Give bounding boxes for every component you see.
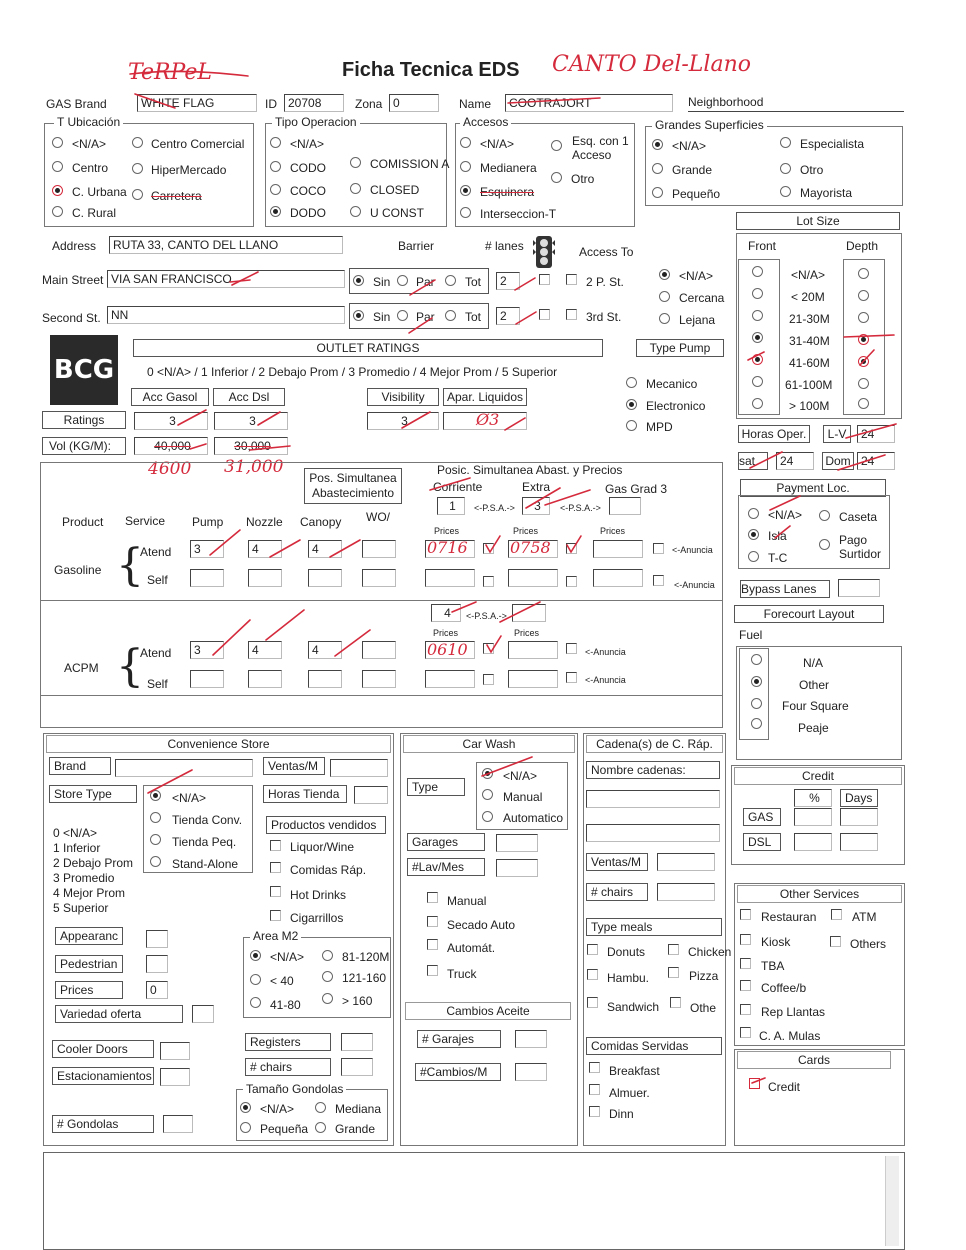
meal-sandwich-label: Sandwich: [607, 1000, 660, 1014]
cambios-aceite-header: Cambios Aceite: [405, 1002, 571, 1020]
prices-field[interactable]: 0: [146, 981, 168, 999]
second-street-field[interactable]: NN: [107, 306, 345, 324]
store-ventas-label: Ventas/M: [263, 757, 325, 775]
registers-label: Registers: [245, 1033, 331, 1051]
pump-mpd-label: MPD: [646, 420, 673, 434]
gas-grad3-label: Gas Grad 3: [605, 482, 668, 496]
ubicacion-carretera-label: Carretera: [151, 189, 202, 203]
pos-extra-field[interactable]: 3: [522, 497, 550, 515]
tamano-na-label: <N/A>: [260, 1102, 295, 1116]
store-scale-1: 1 Inferior: [53, 841, 101, 855]
gasoline-atend-label: Atend: [140, 545, 172, 559]
operacion-coco-label: COCO: [290, 184, 326, 198]
store-type-na-label: <N/A>: [172, 791, 207, 805]
prod-liquor-label: Liquor/Wine: [290, 840, 355, 854]
handwritten-price-extra: 0758: [510, 538, 551, 557]
pump-label: Pump: [192, 515, 224, 529]
garages-label: Garages: [407, 833, 485, 851]
service-coffee-label: Coffee/b: [761, 981, 807, 995]
meal-donuts-label: Donuts: [607, 945, 646, 959]
gasoline-label: Gasoline: [54, 563, 102, 577]
carwash-auto-label: Automatico: [503, 811, 564, 825]
grandes-especialista-label: Especialista: [800, 137, 865, 151]
accesos-esq1-label: Esq. con 1 Acceso: [572, 134, 629, 162]
cards-credit-label: Credit: [768, 1080, 801, 1094]
payment-isla-label: Isla: [768, 529, 787, 543]
psa-label-1: <-P.S.A.->: [474, 503, 515, 513]
ubicacion-na-label: <N/A>: [72, 137, 107, 151]
appearance-label: Appearanc: [55, 927, 123, 945]
store-header: Convenience Store: [46, 735, 391, 753]
grandes-title: Grandes Superficies: [652, 119, 767, 132]
carwash-header: Car Wash: [403, 735, 575, 753]
store-scale-0: 0 <N/A>: [53, 826, 98, 840]
services-header: Other Services: [737, 885, 902, 903]
acc-gasol-label: Acc Gasol: [131, 388, 209, 406]
operacion-comission-label: COMISSION A: [370, 157, 450, 171]
name-label: Name: [459, 97, 492, 111]
tamano-pequena-label: Pequeña: [260, 1122, 309, 1136]
psa-label-3: <-P.S.A.->: [466, 611, 507, 621]
credit-pct-label: %: [794, 789, 832, 807]
pedestrian-label: Pedestrian: [55, 955, 123, 973]
depth-label: Depth: [846, 239, 879, 253]
wash-automat-label: Automát.: [447, 941, 496, 955]
prod-comidas-label: Comidas Ráp.: [290, 863, 367, 877]
lot-na-label: <N/A>: [791, 268, 826, 282]
main-street-label: Main Street: [42, 273, 104, 287]
address-label: Address: [52, 239, 97, 253]
cadena-header: Cadena(s) de C. Ráp.: [586, 735, 723, 753]
lot-30-label: 21-30M: [789, 312, 830, 326]
acpm-brace: {: [116, 641, 144, 692]
productos-vendidos-label: Productos vendidos: [266, 816, 386, 834]
gasoline-atend-nozzle[interactable]: 4: [248, 540, 282, 558]
handwritten-brand: TeRPeL: [128, 60, 212, 85]
store-scale-4: 4 Mejor Prom: [53, 886, 126, 900]
credit-days-label: Days: [840, 789, 878, 807]
prod-cigarrillos-label: Cigarrillos: [290, 911, 344, 925]
id-field[interactable]: 20708: [284, 94, 344, 112]
lot-over-label: > 100M: [789, 399, 830, 413]
lot-40-label: 31-40M: [789, 334, 830, 348]
store-type-alone-label: Stand-Alone: [172, 857, 239, 871]
area-over-label: > 160: [342, 994, 373, 1008]
access-lejana-label: Lejana: [679, 313, 716, 327]
service-kiosk-label: Kiosk: [761, 935, 791, 949]
handwritten-vol-gasol: 4600: [148, 459, 192, 479]
service-restauran-label: Restauran: [761, 910, 817, 924]
rating-acc-dsl-field[interactable]: 3: [214, 412, 288, 430]
gas-brand-field[interactable]: WHITE FLAG: [137, 94, 257, 112]
pos-simultanea-label: Pos. Simultanea Abastecimiento: [304, 468, 402, 504]
prices-label-4: Prices: [433, 628, 459, 638]
main-tot-label: Tot: [465, 275, 482, 289]
store-scale-3: 3 Promedio: [53, 871, 115, 885]
neighborhood-label: Neighborhood: [688, 95, 764, 109]
handwritten-site: CANTO Del-Llano: [552, 52, 751, 77]
acpm-label: ACPM: [64, 661, 99, 675]
area-160-label: 121-160: [342, 971, 387, 985]
estac-label: Estacionamientos: [52, 1067, 154, 1085]
apar-liquidos-label: Apar. Liquidos: [443, 388, 527, 406]
gasoline-brace: {: [116, 540, 144, 591]
credit-header: Credit: [734, 767, 902, 785]
grandes-otro-label: Otro: [800, 163, 824, 177]
meal-pizza-label: Pizza: [689, 969, 719, 983]
area-title: Area M2: [250, 930, 301, 943]
acpm-atend-pump[interactable]: 3: [190, 641, 224, 659]
second-par-label: Par: [416, 310, 435, 324]
lot-60-label: 41-60M: [789, 356, 830, 370]
ubicacion-centro-label: Centro: [72, 161, 109, 175]
outlet-ratings-header: OUTLET RATINGS: [133, 339, 603, 357]
vol-gasol-field[interactable]: 40,000: [134, 437, 208, 455]
corriente-label: Corriente: [433, 480, 483, 494]
accesos-interseccion-label: Interseccion-T: [480, 207, 557, 221]
main-lanes-field[interactable]: 2: [496, 272, 520, 290]
ubicacion-cc-label: Centro Comercial: [151, 137, 245, 151]
payment-header: Payment Loc.: [740, 479, 886, 497]
cooler-label: Cooler Doors: [52, 1040, 154, 1058]
lot-20-label: < 20M: [791, 290, 825, 304]
grandes-mayorista-label: Mayorista: [800, 186, 853, 200]
product-label: Product: [62, 515, 104, 529]
acpm-atend-canopy[interactable]: 4: [308, 641, 342, 659]
wash-truck-label: Truck: [447, 967, 477, 981]
accesos-title: Accesos: [460, 116, 511, 129]
acpm-anuncia-label-2: <-Anuncia: [585, 675, 626, 685]
tamano-grande-label: Grande: [335, 1122, 376, 1136]
handwritten-vol-dsl: 31,000: [224, 457, 284, 477]
prices-label-5: Prices: [514, 628, 540, 638]
service-llantas-label: Rep Llantas: [761, 1005, 826, 1019]
id-label: ID: [265, 97, 277, 111]
bcg-logo: BCG: [50, 335, 118, 405]
lv-label: L-V: [823, 425, 851, 443]
meal-hambu-label: Hambu.: [607, 971, 650, 985]
gasoline-atend-canopy[interactable]: 4: [308, 540, 342, 558]
gas-brand-label: GAS Brand: [46, 97, 107, 111]
gondolas-label: # Gondolas: [52, 1115, 154, 1133]
acpm-atend-label: Atend: [140, 646, 172, 660]
store-brand-label: Brand: [49, 757, 111, 775]
accesos-medianera-label: Medianera: [480, 161, 537, 175]
cambios-m-label: #Cambios/M: [415, 1063, 501, 1081]
store-type-peq-label: Tienda Peq.: [172, 835, 237, 849]
pump-mecanico-label: Mecanico: [646, 377, 698, 391]
vol-label: Vol (KG/M):: [42, 437, 126, 455]
main-par-label: Par: [416, 275, 435, 289]
payment-caseta-label: Caseta: [839, 510, 878, 524]
forecourt-header: Forecourt Layout: [734, 605, 884, 623]
handwritten-price-corriente: 0716: [427, 538, 468, 557]
area-40-label: < 40: [270, 974, 294, 988]
operacion-dodo-label: DODO: [290, 206, 326, 220]
grandes-grande-label: Grande: [672, 163, 713, 177]
lav-mes-label: #Lav/Mes: [407, 858, 485, 876]
cards-header: Cards: [737, 1051, 891, 1069]
operacion-title: Tipo Operacion: [272, 116, 360, 129]
store-type-conv-label: Tienda Conv.: [172, 813, 243, 827]
name-field[interactable]: COOTRAJORT: [505, 94, 673, 112]
comidas-servidas-label: Comidas Servidas: [586, 1037, 722, 1055]
ratings-label: Ratings: [42, 411, 126, 429]
area-na-label: <N/A>: [270, 950, 305, 964]
tamano-mediana-label: Mediana: [335, 1102, 382, 1116]
gasoline-anuncia-label-1: <-Anuncia: [672, 545, 713, 555]
gasoline-self-label: Self: [147, 573, 168, 587]
forecourt-na-label: N/A: [803, 656, 824, 670]
main-street-field[interactable]: VIA SAN FRANCISCO: [107, 270, 345, 288]
acpm-self-label: Self: [147, 677, 168, 691]
accesos-otro-label: Otro: [571, 172, 595, 186]
second-pst-label: 3rd St.: [586, 310, 622, 324]
handwritten-apar: Ø3: [476, 410, 500, 429]
lot-size-header: Lot Size: [736, 212, 900, 230]
outlet-scale: 0 <N/A> / 1 Inferior / 2 Debajo Prom / 3 Promedio / 4 Mejor Prom / 5 Superior: [147, 365, 558, 379]
meal-other-label: Othe: [690, 1001, 717, 1015]
access-cercana-label: Cercana: [679, 291, 725, 305]
wash-secado-label: Secado Auto: [447, 918, 516, 932]
lot-100-label: 61-100M: [785, 378, 833, 392]
payment-surtidor-label: Pago Surtidor: [839, 533, 882, 561]
access-na-label: <N/A>: [679, 269, 714, 283]
nombre-cadenas-label: Nombre cadenas:: [586, 761, 720, 779]
gasoline-atend-pump[interactable]: 3: [190, 540, 224, 558]
front-label: Front: [748, 239, 777, 253]
dom-label: Dom: [822, 452, 854, 470]
acpm-pos-field[interactable]: 4: [431, 604, 461, 622]
ubicacion-title: T Ubicación: [54, 116, 123, 129]
bypass-lanes-label: Bypass Lanes: [740, 580, 830, 598]
operacion-uconst-label: U CONST: [370, 206, 424, 220]
acpm-anuncia-label-1: <-Anuncia: [585, 647, 626, 657]
psa-label-2: <-P.S.A.->: [560, 503, 601, 513]
forecourt-peaje-label: Peaje: [798, 721, 829, 735]
posic-simultanea-label: Posic. Simultanea Abast. y Precios: [437, 463, 623, 477]
handwritten-price-acpm: 0610: [427, 640, 468, 659]
prices-label: Prices: [55, 981, 123, 999]
lv-field[interactable]: 24: [857, 425, 895, 443]
access-to-label: Access To: [579, 245, 634, 259]
second-sin-label: Sin: [373, 310, 391, 324]
service-atm-label: ATM: [852, 910, 877, 924]
wo-label: WO/: [366, 510, 390, 524]
second-lanes-field[interactable]: 2: [496, 307, 520, 325]
accesos-esquinera-label: Esquinera: [480, 185, 535, 199]
forecourt-foursquare-label: Four Square: [782, 699, 849, 713]
operacion-na-label: <N/A>: [290, 137, 325, 151]
credit-gas-label: GAS: [743, 808, 781, 826]
extra-label: Extra: [522, 480, 551, 494]
payment-tc-label: T-C: [768, 551, 788, 565]
lanes-label: # lanes: [485, 239, 524, 253]
barrier-label: Barrier: [398, 239, 435, 253]
comida-dinn-label: Dinn: [609, 1107, 634, 1121]
pump-electronico-label: Electronico: [646, 399, 706, 413]
grandes-pequeno-label: Pequeño: [672, 187, 721, 201]
canopy-label: Canopy: [300, 515, 342, 529]
area-80-label: 41-80: [270, 998, 301, 1012]
payment-na-label: <N/A>: [768, 508, 803, 522]
vol-dsl-field[interactable]: 30,000: [214, 437, 288, 455]
service-mulas-label: C. A. Mulas: [759, 1029, 821, 1043]
dom-field[interactable]: 24: [857, 452, 895, 470]
second-tot-label: Tot: [465, 310, 482, 324]
prices-label-3: Prices: [600, 526, 626, 536]
type-pump-header: Type Pump: [636, 339, 724, 357]
accesos-na-label: <N/A>: [480, 137, 515, 151]
comida-breakfast-label: Breakfast: [609, 1064, 660, 1078]
store-scale-5: 5 Superior: [53, 901, 109, 915]
store-chairs-label: # chairs: [245, 1058, 331, 1076]
operacion-closed-label: CLOSED: [370, 183, 420, 197]
meal-chicken-label: Chicken: [688, 945, 732, 959]
sat-field[interactable]: 24: [776, 452, 814, 470]
grandes-na-label: <N/A>: [672, 139, 707, 153]
area-120-label: 81-120M: [342, 950, 390, 964]
service-others-label: Others: [850, 937, 887, 951]
forecourt-other-label: Other: [799, 678, 830, 692]
acpm-atend-nozzle[interactable]: 4: [248, 641, 282, 659]
sat-label: sat: [738, 452, 768, 470]
rating-visibility-field[interactable]: 3: [367, 412, 439, 430]
ubicacion-rural-label: C. Rural: [72, 206, 117, 220]
pos-corriente-field[interactable]: 1: [437, 497, 465, 515]
acc-dsl-label: Acc Dsl: [213, 388, 285, 406]
gasoline-anuncia-label-2: <-Anuncia: [674, 580, 715, 590]
store-scale-2: 2 Debajo Prom: [53, 856, 134, 870]
fuel-label: Fuel: [739, 628, 763, 642]
type-meals-label: Type meals: [586, 918, 722, 936]
address-field[interactable]: RUTA 33, CANTO DEL LLANO: [109, 236, 343, 254]
visibility-label: Visibility: [367, 388, 439, 406]
zona-label: Zona: [355, 97, 383, 111]
store-type-label: Store Type: [49, 785, 137, 803]
operacion-codo-label: CODO: [290, 161, 326, 175]
rating-acc-gasol-field[interactable]: 3: [134, 412, 208, 430]
comida-almuer-label: Almuer.: [609, 1086, 650, 1100]
garajes-label: # Garajes: [417, 1030, 501, 1048]
tamano-title: Tamaño Gondolas: [243, 1083, 346, 1096]
service-tba-label: TBA: [761, 959, 785, 973]
ubicacion-hiper-label: HiperMercado: [151, 163, 227, 177]
variedad-label: Variedad oferta: [55, 1005, 183, 1023]
main-pst-label: 2 P. St.: [586, 275, 624, 289]
service-label: Service: [125, 514, 166, 528]
cadena-chairs-label: # chairs: [586, 883, 648, 901]
credit-dsl-label: DSL: [743, 833, 781, 851]
wash-manual-label: Manual: [447, 894, 487, 908]
page-title: Ficha Tecnica EDS: [342, 59, 520, 81]
prod-hotdrinks-label: Hot Drinks: [290, 888, 347, 902]
nozzle-label: Nozzle: [246, 515, 283, 529]
cadena-ventas-label: Ventas/M: [586, 853, 648, 871]
carwash-na-label: <N/A>: [503, 769, 538, 783]
main-sin-label: Sin: [373, 275, 391, 289]
ubicacion-urbana-label: C. Urbana: [72, 185, 127, 199]
zona-field[interactable]: 0: [389, 94, 439, 112]
carwash-type-label: Type: [407, 778, 465, 796]
prices-label-1: Prices: [434, 526, 460, 536]
hours-label: Horas Oper.: [738, 425, 810, 443]
carwash-manual-label: Manual: [503, 790, 543, 804]
store-horas-label: Horas Tienda: [263, 785, 347, 803]
prices-label-2: Prices: [513, 526, 539, 536]
second-street-label: Second St.: [42, 311, 101, 325]
